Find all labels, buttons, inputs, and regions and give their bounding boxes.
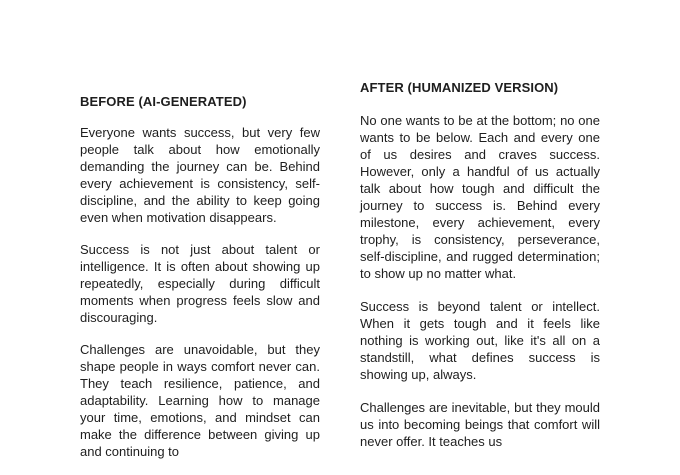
after-column — [360, 80, 600, 466]
after-paragraph-2: Success is beyond talent or intellect. When it gets tough and it feels like nothing is working out, like it's all on a standstill, what defines success is showing up, always. — [360, 299, 600, 382]
before-paragraph-1: Everyone wants success, but very few people talk about how emotionally demanding the journey can be. Behind every achievement is consistency, self-discipline, and the ability to keep going even when motivation disappears. — [80, 125, 320, 225]
before-heading: BEFORE (AI-GENERATED) — [80, 94, 247, 109]
before-paragraph-2: Success is not just about talent or intelligence. It is often about showing up repeatedly, especially during difficult moments when progress feels slow and discouraging. — [80, 242, 320, 325]
after-heading: AFTER (HUMANIZED VERSION) — [360, 80, 559, 95]
before-column — [80, 94, 320, 475]
after-paragraph-3: Challenges are inevitable, but they mould us into becoming beings that comfort will never offer. It teaches us — [360, 400, 600, 449]
before-paragraph-3: Challenges are unavoidable, but they shape people in ways comfort never can. They teach resilience, patience, and adaptability. Learning how to manage your time, emotions, and mindset can make the difference between giving up and continuing to — [80, 342, 320, 459]
after-paragraph-1: No one wants to be at the bottom; no one wants to be below. Each and every one of us desires and craves success. However, only a handful of us actually talk about how tough and difficult the journey to success is. Behind every milestone, every achievement, every trophy, is consistency, perseverance, self-discipline, and rugged determination; to show up no matter what. — [360, 113, 600, 281]
